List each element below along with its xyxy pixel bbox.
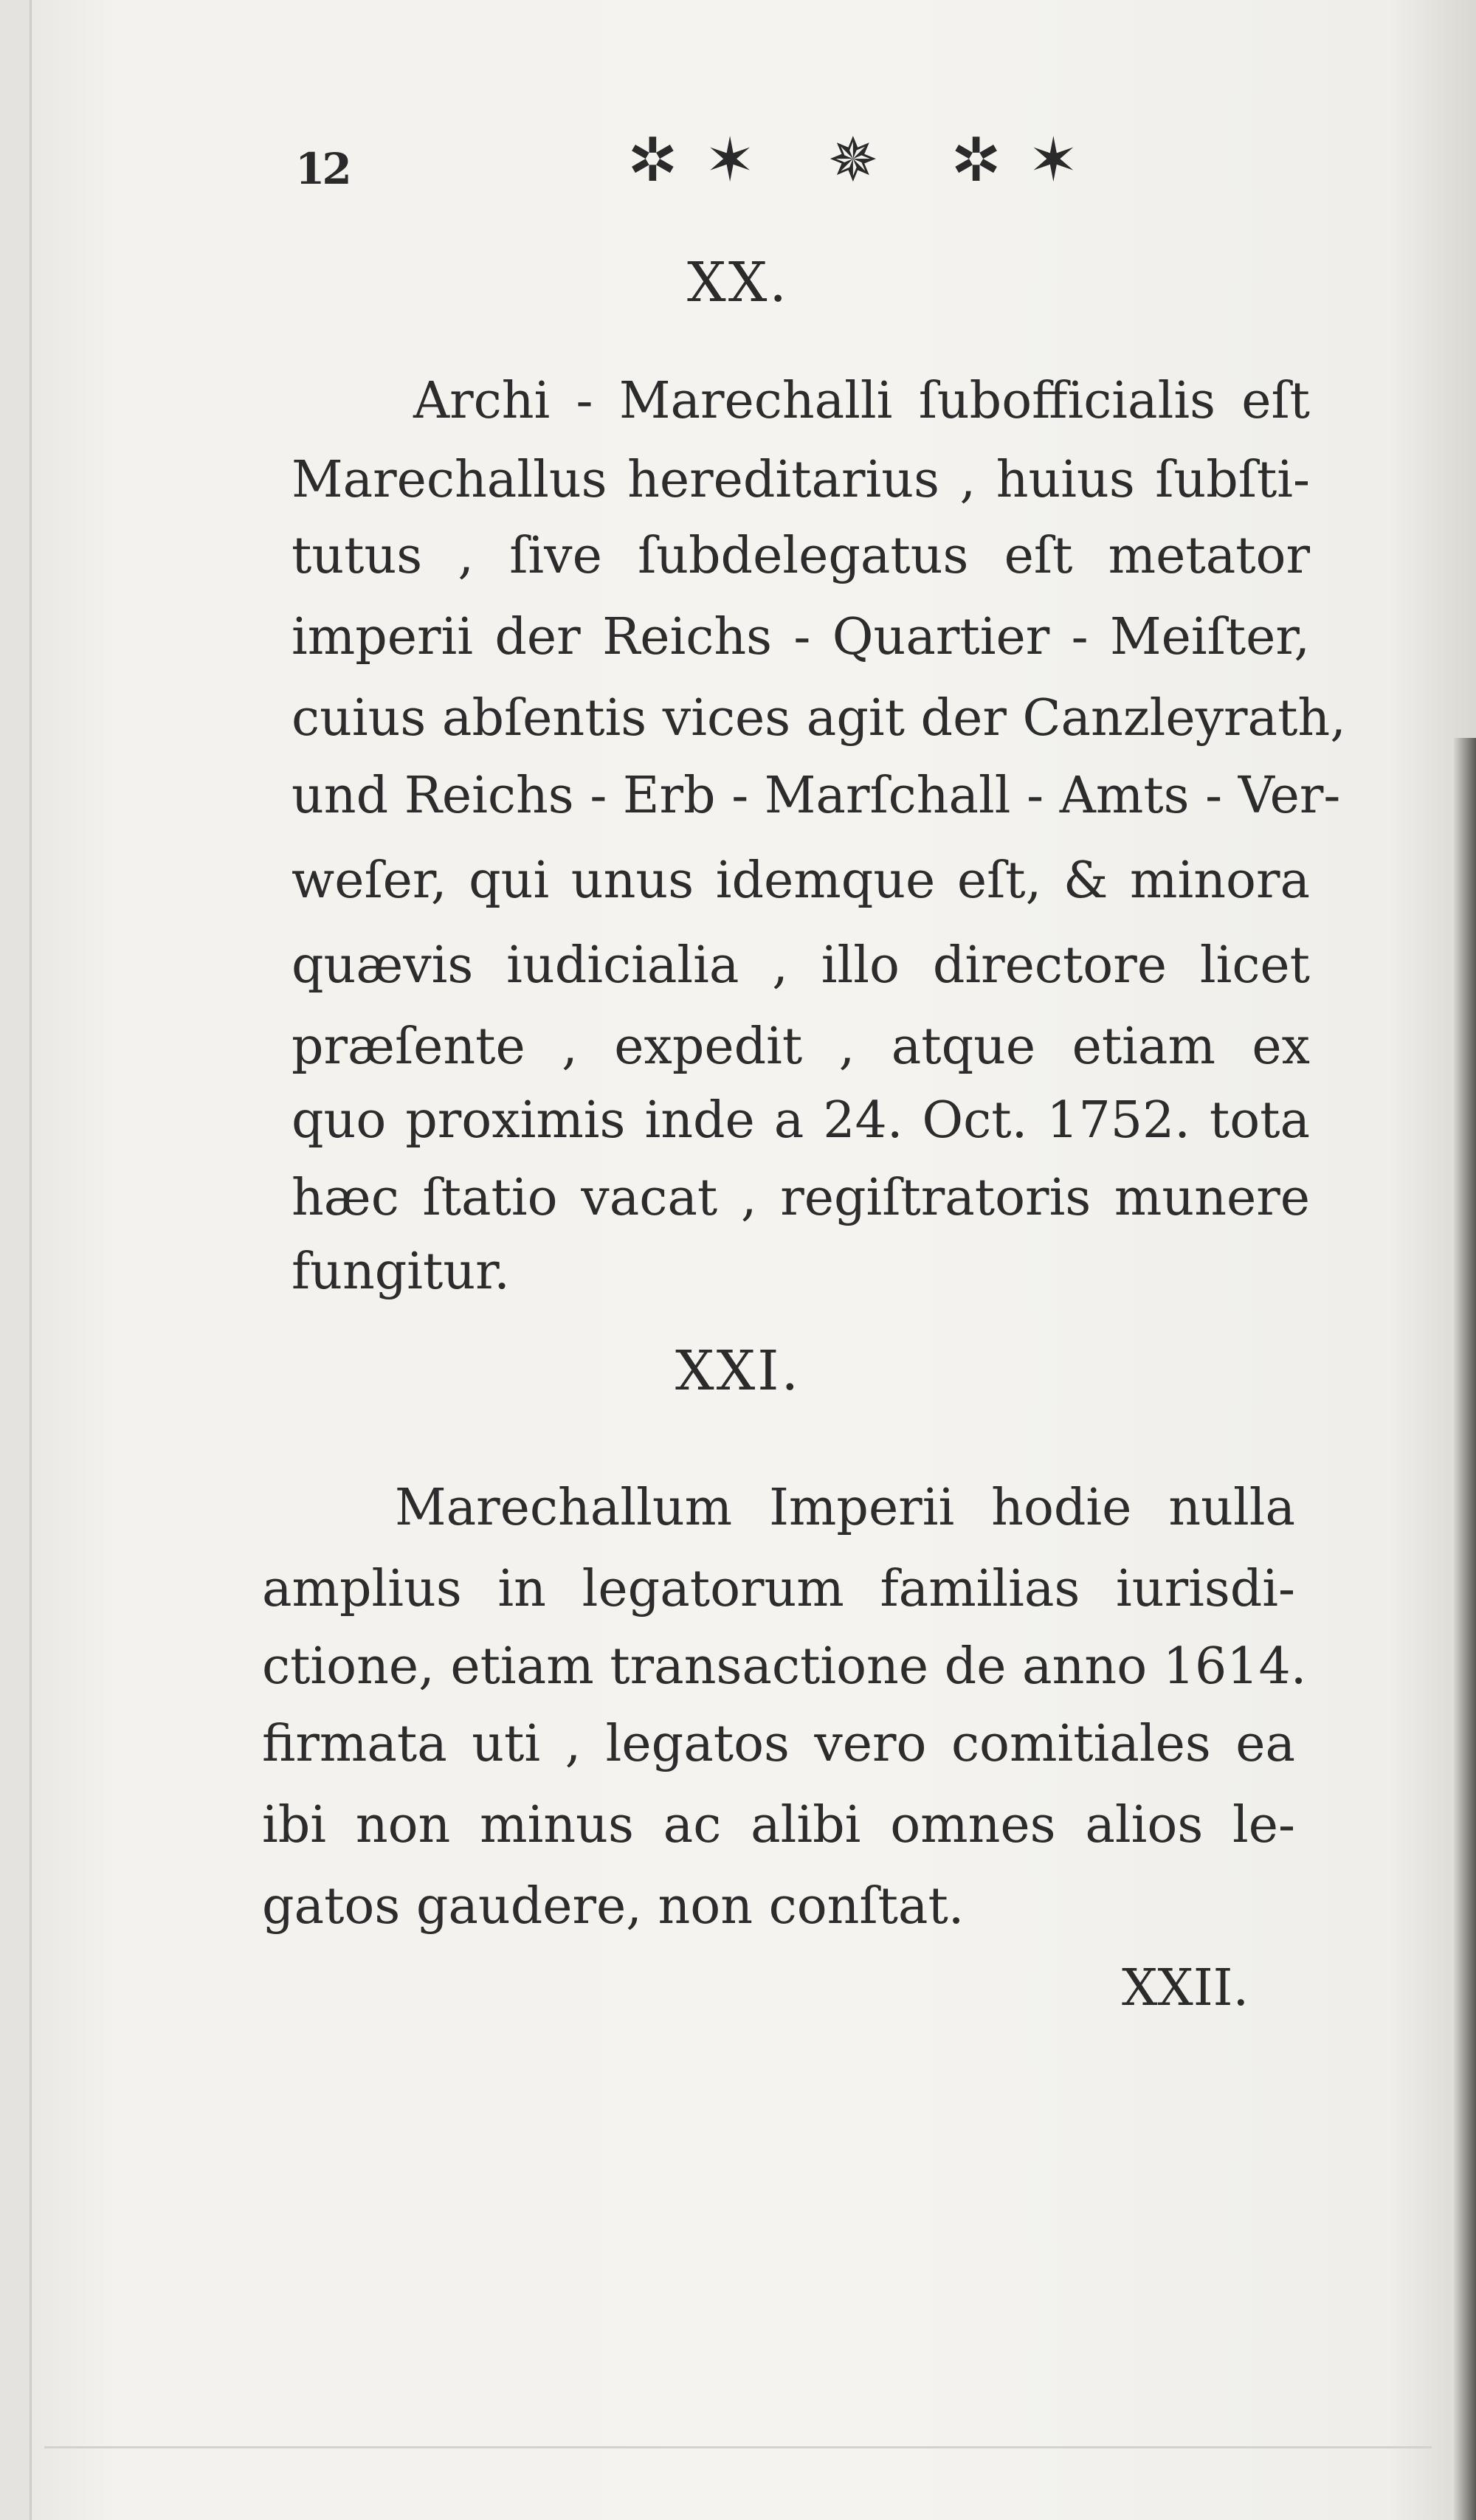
text-line: imperii der Reichs - Quartier - Meiſter, [292,608,1310,666]
text-line: Archi - Marechalli ſubofficialis eſt [413,372,1310,430]
text-line: fungitur. [292,1243,510,1301]
text-line: amplius in legatorum familias iurisdi- [262,1560,1295,1618]
text-line: ibi non minus ac alibi omnes alios le- [262,1796,1295,1854]
page-bottom-edge [44,2446,1432,2448]
text-line: quo proximis inde a 24. Oct. 1752. tota [292,1091,1310,1150]
text-line: weſer, qui unus idemque eſt, & minora [292,852,1310,910]
page-number: 12 [295,144,349,194]
header-ornament: ✲✶ ✵ ✲✶ [627,125,1106,196]
page-edge-shadow [1454,738,1476,2520]
text-line: cuius abſentis vices agit der Canzleyrath, [292,689,1346,748]
text-line: hæc ſtatio vacat , regiſtratoris munere [292,1169,1310,1227]
text-line: Marechallus hereditarius , huius ſubſti- [292,451,1310,509]
text-line: Marechallum Imperii hodie nulla [395,1479,1295,1537]
catchword: XXII. [1122,1959,1249,2017]
text-line: und Reichs - Erb - Marſchall - Amts - Ver- [292,767,1341,825]
text-line: gatos gaudere, non conſtat. [262,1877,965,1936]
text-line: ctione, etiam transactione de anno 1614. [262,1637,1307,1696]
text-line: tutus , ſive ſubdelegatus eſt metator [292,527,1310,585]
section-heading-xx: XX. [687,251,789,314]
text-line: quævis iudicialia , illo directore licet [292,936,1310,995]
page-gutter [0,0,32,2520]
section-heading-xxi: XXI. [675,1339,801,1403]
text-line: firmata uti , legatos vero comitiales ea [262,1715,1295,1773]
text-line: præſente , expedit , atque etiam ex [292,1018,1310,1076]
